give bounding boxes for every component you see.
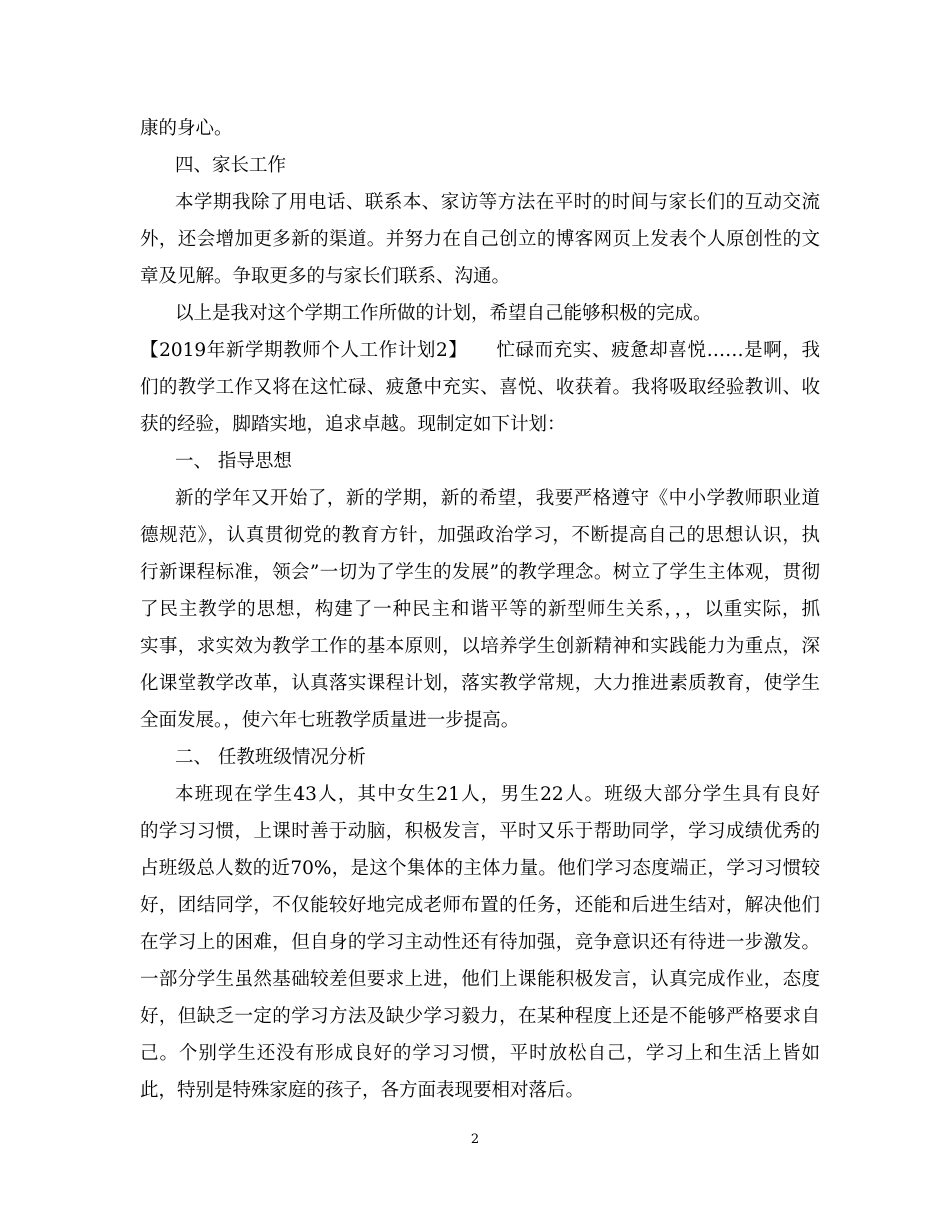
text-line: 章及见解。争取更多的与家长们联系、沟通。 [140, 266, 511, 287]
text-line: 新的学年又开始了，新的学期，新的希望，我要严格遵守《中小学教师职业道 [175, 488, 820, 509]
section-heading: 一、 指导思想 [175, 451, 292, 472]
text-line: 己。个别学生还没有形成良好的学习习惯，平时放松自己，学习上和生活上皆如 [140, 1043, 820, 1064]
text-line: 好，但缺乏一定的学习方法及缺少学习毅力，在某种程度上还是不能够严格要求自 [140, 1006, 820, 1027]
text-line: 康的身心。 [140, 118, 233, 139]
page-number: 2 [470, 1132, 480, 1147]
section-heading: 四、家长工作 [175, 155, 287, 176]
text-line: 的学习习惯，上课时善于动脑，积极发言，平时又乐于帮助同学，学习成绩优秀的 [140, 821, 820, 842]
text-line: 获的经验，脚踏实地，追求卓越。现制定如下计划： [140, 414, 566, 435]
text-line: 好，团结同学，不仅能较好地完成老师布置的任务，还能和后进生结对，解决他们 [140, 895, 820, 916]
text-line: 外，还会增加更多新的渠道。并努力在自己创立的博客网页上发表个人原创性的文 [140, 229, 820, 250]
text-line: 化课堂教学改革，认真落实课程计划，落实教学常规，大力推进素质教育，使学生 [140, 673, 820, 694]
text-line: 们的教学工作又将在这忙碌、疲惫中充实、喜悦、收获着。我将吸取经验教训、收 [140, 377, 820, 398]
text-line: 了民主教学的思想，构建了一种民主和谐平等的新型师生关系，，，以重实际，抓 [140, 599, 820, 620]
text-line: 以上是我对这个学期工作所做的计划，希望自己能够积极的完成。 [175, 303, 712, 324]
text-line: 此，特别是特殊家庭的孩子，各方面表现要相对落后。 [140, 1080, 585, 1101]
text-line: 占班级总人数的近70%，是这个集体的主体力量。他们学习态度端正，学习习惯较 [140, 858, 820, 879]
text-line: 本班现在学生43人，其中女生21人，男生22人。班级大部分学生具有良好 [175, 784, 820, 805]
text-line: 【2019年新学期教师个人工作计划2】 忙碌而充实、疲惫却喜悦……是啊，我 [140, 340, 820, 361]
text-line: 实事，求实效为教学工作的基本原则，以培养学生创新精神和实践能力为重点，深 [140, 636, 820, 657]
section-heading: 二、 任教班级情况分析 [175, 747, 366, 768]
text-line: 全面发展。，使六年七班教学质量进一步提高。 [140, 710, 520, 731]
text-line: 德规范》，认真贯彻党的教育方针，加强政治学习，不断提高自己的思想认识，执 [140, 525, 820, 546]
text-line: 本学期我除了用电话、联系本、家访等方法在平时的时间与家长们的互动交流 [175, 192, 820, 213]
text-line: 行新课程标准，领会”一切为了学生的发展”的教学理念。树立了学生主体观，贯彻 [140, 562, 820, 583]
text-line: 在学习上的困难，但自身的学习主动性还有待加强，竞争意识还有待进一步激发。 [140, 932, 820, 953]
text-line: 一部分学生虽然基础较差但要求上进，他们上课能积极发言，认真完成作业，态度 [140, 969, 820, 990]
